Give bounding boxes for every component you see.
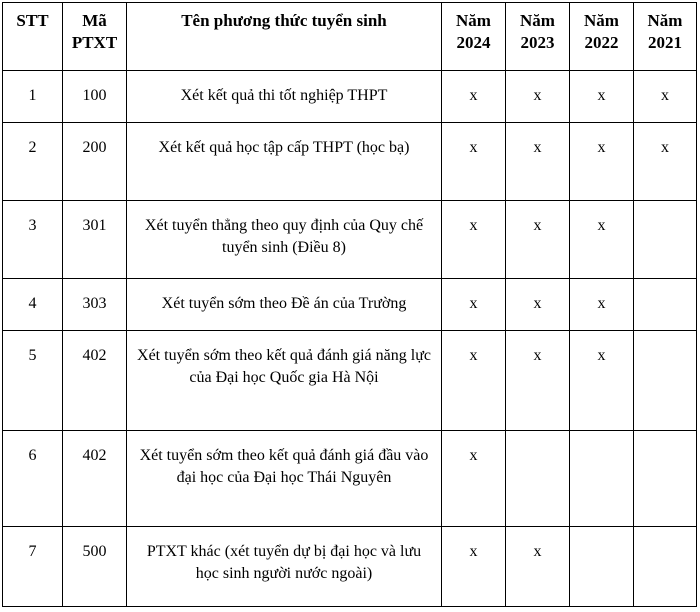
cell-name: Xét tuyển sớm theo kết quả đánh giá đầu vào đại học của Đại học Thái Nguyên	[127, 431, 442, 527]
table-row	[3, 123, 697, 201]
table-row	[3, 431, 697, 527]
cell-code: 200	[63, 123, 127, 201]
cell-name: PTXT khác (xét tuyển dự bị đại học và lưu học sinh người nước ngoài)	[127, 527, 442, 607]
cell-code: 100	[63, 71, 127, 123]
cell-code: 303	[63, 279, 127, 331]
cell-year-2023: x	[506, 279, 570, 331]
cell-year-2023: x	[506, 201, 570, 279]
cell-year-2024: x	[442, 527, 506, 607]
cell-year-2022: x	[570, 331, 634, 431]
cell-year-2024: x	[442, 279, 506, 331]
cell-year-2022: x	[570, 201, 634, 279]
cell-name: Xét tuyển thẳng theo quy định của Quy chế tuyển sinh (Điều 8)	[127, 201, 442, 279]
cell-year-2024: x	[442, 431, 506, 527]
cell-year-2022	[570, 527, 634, 607]
admission-methods-table	[2, 2, 697, 607]
header-stt: STT	[3, 3, 63, 71]
header-year-2021: Năm 2021	[634, 3, 697, 71]
cell-year-2024: x	[442, 71, 506, 123]
table-row	[3, 279, 697, 331]
cell-year-2021: x	[634, 71, 697, 123]
cell-year-2021: x	[634, 123, 697, 201]
cell-stt: 4	[3, 279, 63, 331]
cell-year-2024: x	[442, 331, 506, 431]
cell-year-2021	[634, 527, 697, 607]
cell-year-2022	[570, 431, 634, 527]
cell-year-2023: x	[506, 123, 570, 201]
cell-year-2021	[634, 279, 697, 331]
cell-year-2024: x	[442, 123, 506, 201]
cell-code: 301	[63, 201, 127, 279]
cell-year-2023: x	[506, 527, 570, 607]
header-code: Mã PTXT	[63, 3, 127, 71]
cell-stt: 7	[3, 527, 63, 607]
table-header-row	[3, 3, 697, 71]
cell-stt: 6	[3, 431, 63, 527]
cell-stt: 5	[3, 331, 63, 431]
cell-code: 402	[63, 331, 127, 431]
cell-year-2022: x	[570, 123, 634, 201]
cell-year-2022: x	[570, 279, 634, 331]
cell-code: 500	[63, 527, 127, 607]
table-row	[3, 527, 697, 607]
cell-stt: 1	[3, 71, 63, 123]
cell-code: 402	[63, 431, 127, 527]
cell-name: Xét kết quả học tập cấp THPT (học bạ)	[127, 123, 442, 201]
header-year-2024: Năm 2024	[442, 3, 506, 71]
header-year-2022: Năm 2022	[570, 3, 634, 71]
cell-name: Xét tuyển sớm theo kết quả đánh giá năng lực của Đại học Quốc gia Hà Nội	[127, 331, 442, 431]
header-year-2023: Năm 2023	[506, 3, 570, 71]
cell-year-2021	[634, 431, 697, 527]
cell-year-2021	[634, 331, 697, 431]
table-row	[3, 71, 697, 123]
cell-name: Xét tuyển sớm theo Đề án của Trường	[127, 279, 442, 331]
cell-year-2023: x	[506, 331, 570, 431]
cell-year-2021	[634, 201, 697, 279]
header-name: Tên phương thức tuyển sinh	[127, 3, 442, 71]
cell-stt: 3	[3, 201, 63, 279]
table-row	[3, 331, 697, 431]
table-row	[3, 201, 697, 279]
cell-year-2024: x	[442, 201, 506, 279]
cell-year-2023: x	[506, 71, 570, 123]
cell-name: Xét kết quả thi tốt nghiệp THPT	[127, 71, 442, 123]
cell-year-2023	[506, 431, 570, 527]
cell-stt: 2	[3, 123, 63, 201]
cell-year-2022: x	[570, 71, 634, 123]
